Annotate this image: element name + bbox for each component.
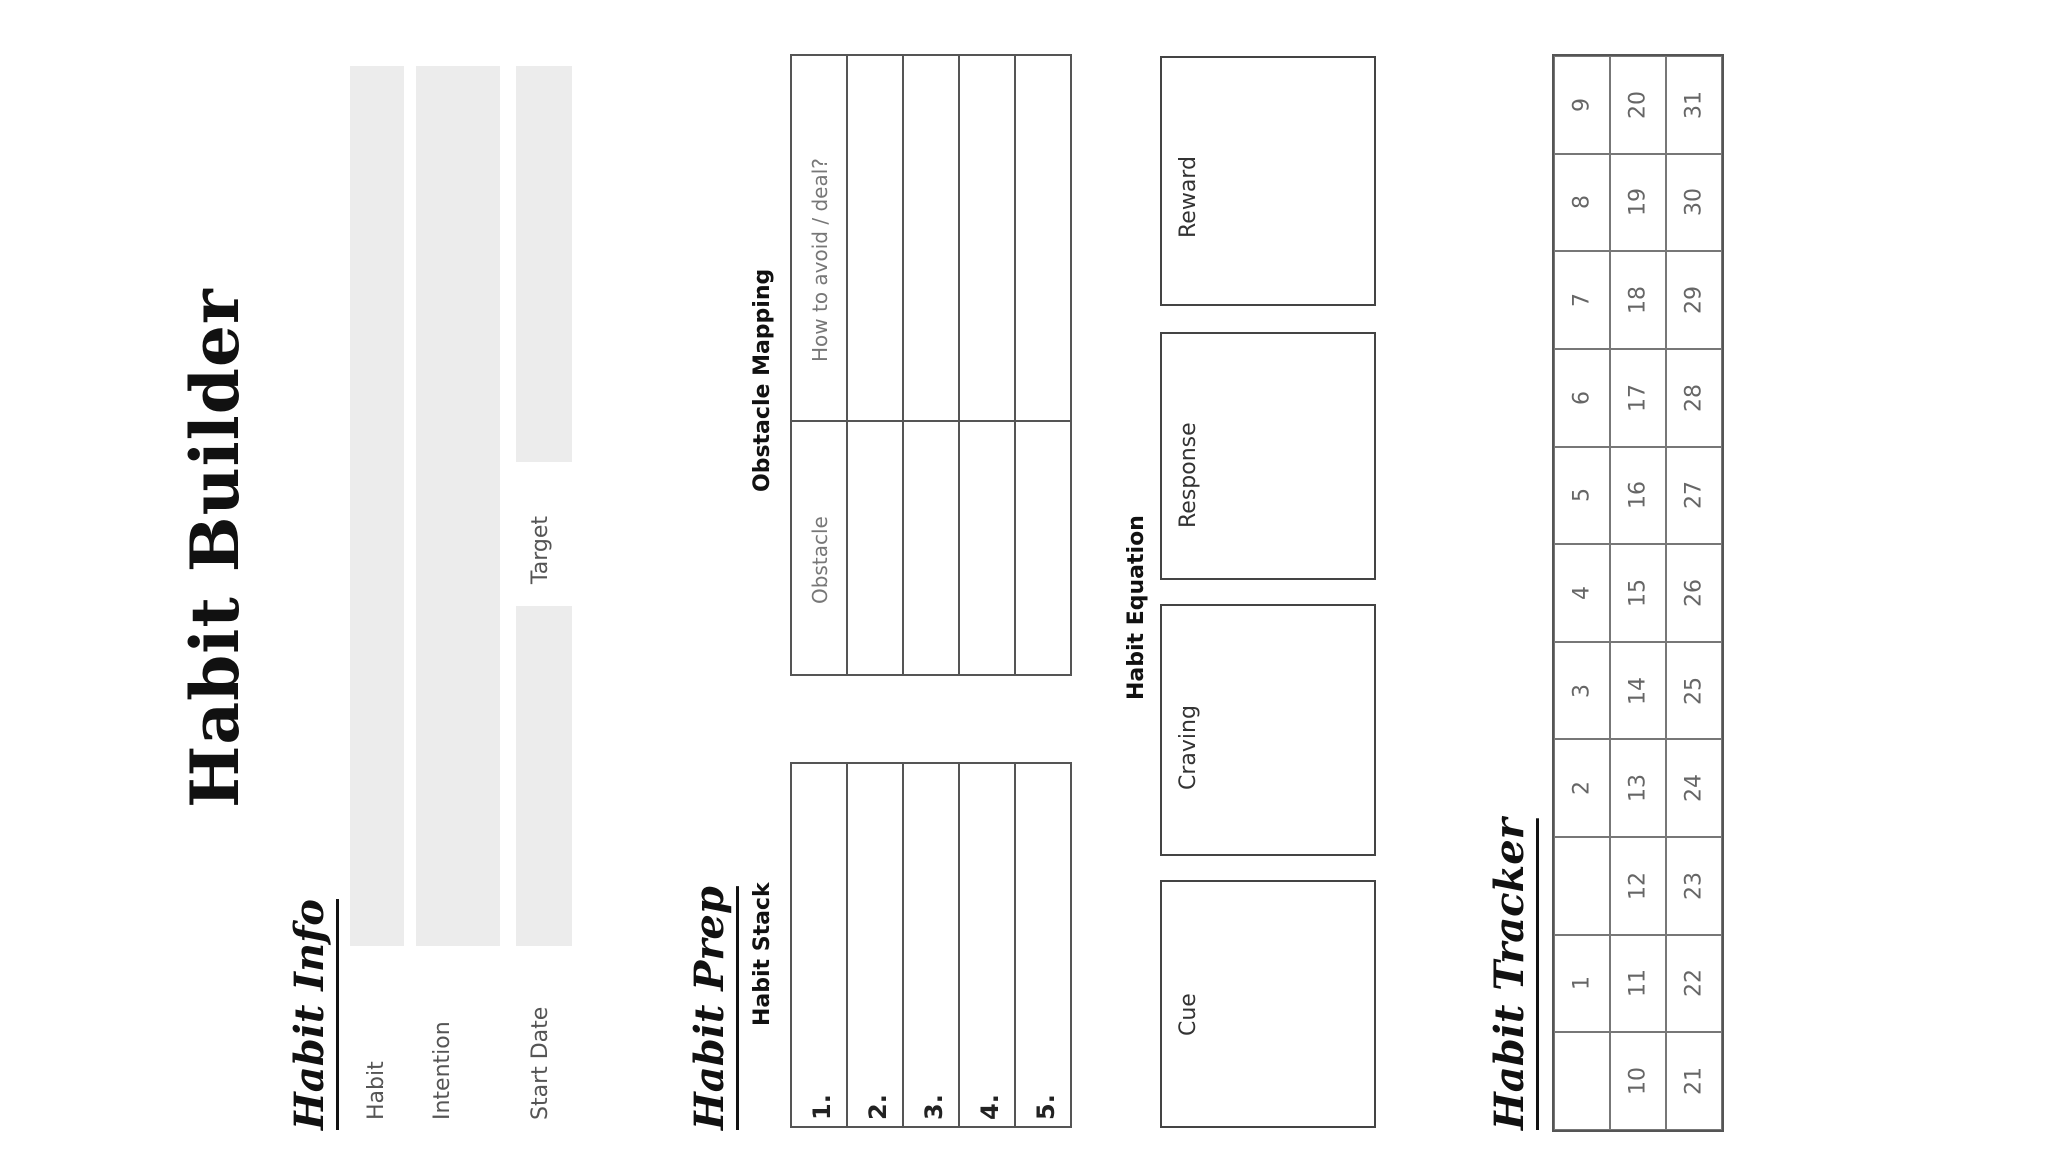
tracker-day-number: 13 — [1625, 774, 1651, 803]
intention-field[interactable] — [416, 66, 500, 946]
tracker-day-number: 29 — [1681, 286, 1707, 315]
tracker-day-number: 1 — [1569, 976, 1595, 991]
tracker-day-cell[interactable] — [1610, 349, 1666, 447]
tracker-day-cell[interactable] — [1666, 154, 1722, 252]
tracker-day-cell[interactable] — [1610, 251, 1666, 349]
intention-label: Intention — [430, 1021, 455, 1120]
tracker-day-cell[interactable] — [1666, 739, 1722, 837]
tracker-day-cell[interactable] — [1610, 544, 1666, 642]
tracker-day-number: 12 — [1625, 871, 1651, 900]
response-label: Response — [1176, 422, 1201, 528]
tracker-day-cell[interactable] — [1666, 642, 1722, 740]
tracker-day-cell[interactable] — [1554, 56, 1610, 154]
habit-stack-row-5[interactable]: 5. — [1032, 1094, 1060, 1120]
habit-stack-row-1[interactable]: 1. — [808, 1094, 836, 1120]
tracker-day-number: 27 — [1681, 481, 1707, 510]
tracker-day-number: 19 — [1625, 188, 1651, 217]
tracker-day-number: 28 — [1681, 383, 1707, 412]
tracker-day-cell[interactable] — [1666, 935, 1722, 1033]
tracker-day-number: 16 — [1625, 481, 1651, 510]
habit-info-heading: Habit Info — [286, 899, 333, 1130]
tracker-day-cell[interactable] — [1554, 154, 1610, 252]
tracker-day-cell[interactable] — [1666, 349, 1722, 447]
tracker-day-number: 14 — [1625, 676, 1651, 705]
tracker-day-cell[interactable] — [1554, 544, 1610, 642]
tracker-day-number: 31 — [1681, 90, 1707, 119]
tracker-day-number: 18 — [1625, 286, 1651, 315]
obstacle-mapping-heading: Obstacle Mapping — [750, 268, 775, 492]
tracker-day-cell[interactable] — [1610, 837, 1666, 935]
tracker-day-cell[interactable] — [1610, 447, 1666, 545]
tracker-day-cell[interactable] — [1666, 251, 1722, 349]
habit-stack-table — [790, 762, 1072, 1128]
tracker-day-number: 10 — [1625, 1067, 1651, 1096]
tracker-day-number: 6 — [1569, 390, 1595, 405]
tracker-day-cell[interactable] — [1554, 739, 1610, 837]
tracker-day-number: 9 — [1569, 97, 1595, 112]
tracker-day-number: 5 — [1569, 488, 1595, 503]
tracker-day-cell[interactable] — [1666, 837, 1722, 935]
target-label: Target — [528, 515, 553, 584]
tracker-day-number: 30 — [1681, 188, 1707, 217]
obstacle-column-header: Obstacle — [808, 516, 832, 604]
tracker-day-cell[interactable] — [1554, 447, 1610, 545]
craving-label: Craving — [1176, 705, 1201, 790]
tracker-day-cell[interactable] — [1610, 1032, 1666, 1130]
obstacle-mapping-table — [790, 54, 1072, 676]
tracker-day-number: 3 — [1569, 683, 1595, 698]
tracker-day-cell[interactable] — [1554, 837, 1610, 935]
tracker-day-number: 25 — [1681, 676, 1707, 705]
habit-stack-row-4[interactable]: 4. — [976, 1094, 1004, 1120]
tracker-day-cell[interactable] — [1666, 447, 1722, 545]
start-date-label: Start Date — [528, 1006, 553, 1120]
cue-label: Cue — [1176, 993, 1201, 1036]
habit-tracker-grid — [1552, 54, 1724, 1132]
habit-equation-heading: Habit Equation — [1124, 515, 1149, 700]
tracker-day-number: 24 — [1681, 774, 1707, 803]
tracker-day-number: 2 — [1569, 781, 1595, 796]
tracker-day-number: 4 — [1569, 585, 1595, 600]
tracker-day-cell[interactable] — [1554, 1032, 1610, 1130]
habit-stack-row-3[interactable]: 3. — [920, 1094, 948, 1120]
tracker-day-number: 17 — [1625, 383, 1651, 412]
tracker-day-number: 21 — [1681, 1067, 1707, 1096]
tracker-day-number: 20 — [1625, 90, 1651, 119]
habit-stack-heading: Habit Stack — [750, 882, 775, 1026]
tracker-day-number: 26 — [1681, 578, 1707, 607]
tracker-day-number: 23 — [1681, 871, 1707, 900]
tracker-day-cell[interactable] — [1610, 935, 1666, 1033]
tracker-day-cell[interactable] — [1554, 642, 1610, 740]
how-to-avoid-column-header: How to avoid / deal? — [808, 158, 832, 362]
tracker-day-number: 8 — [1569, 195, 1595, 210]
tracker-day-cell[interactable] — [1610, 739, 1666, 837]
tracker-day-cell[interactable] — [1610, 642, 1666, 740]
tracker-day-cell[interactable] — [1554, 935, 1610, 1033]
target-field[interactable] — [516, 66, 572, 462]
habit-tracker-heading: Habit Tracker — [1486, 818, 1533, 1130]
tracker-day-cell[interactable] — [1554, 251, 1610, 349]
page-title: Habit Builder — [176, 288, 254, 808]
tracker-day-cell[interactable] — [1666, 56, 1722, 154]
tracker-day-number: 22 — [1681, 969, 1707, 998]
tracker-day-cell[interactable] — [1666, 544, 1722, 642]
tracker-day-cell[interactable] — [1554, 349, 1610, 447]
reward-label: Reward — [1176, 156, 1201, 238]
start-date-field[interactable] — [516, 606, 572, 946]
habit-field[interactable] — [350, 66, 404, 946]
habit-prep-heading: Habit Prep — [686, 886, 733, 1130]
tracker-day-cell[interactable] — [1610, 56, 1666, 154]
tracker-day-cell[interactable] — [1666, 1032, 1722, 1130]
habit-label: Habit — [364, 1061, 389, 1120]
habit-stack-row-2[interactable]: 2. — [864, 1094, 892, 1120]
tracker-day-cell[interactable] — [1610, 154, 1666, 252]
tracker-day-number: 15 — [1625, 578, 1651, 607]
tracker-day-number: 11 — [1625, 969, 1651, 998]
tracker-day-number: 7 — [1569, 293, 1595, 308]
